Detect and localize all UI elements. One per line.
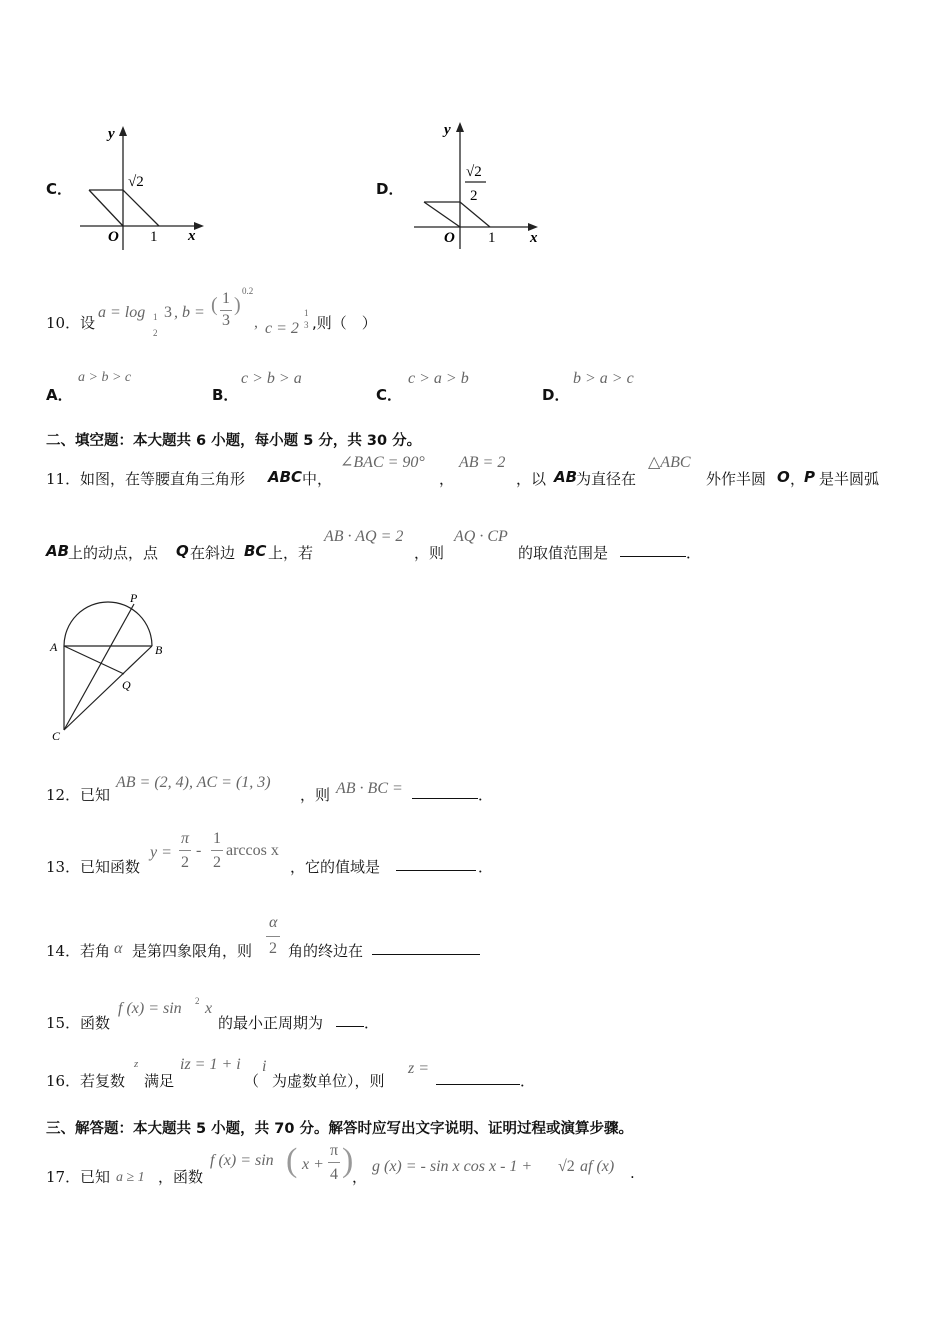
q17-xplus: x + — [302, 1156, 324, 1173]
q11-figure — [44, 588, 174, 748]
graph-line-upper — [424, 202, 490, 227]
q15-expr: f (x) = sin — [118, 1000, 182, 1017]
q10-c-expr: c = 2 — [265, 320, 299, 337]
q17-end: . — [630, 1164, 635, 1182]
q11-p7: 是半圆弧 — [819, 470, 880, 488]
q17-g: g (x) = - sin x cos x - 1 + — [372, 1158, 533, 1175]
x-label: x — [530, 230, 538, 246]
q11-q: Q — [176, 542, 189, 560]
q13-frac-bar-1 — [179, 850, 191, 851]
q16-lead: 若复数 — [80, 1072, 126, 1090]
q12-lead: 已知 — [80, 786, 111, 804]
q11-ab-bold: AB — [554, 468, 578, 486]
q15-end: ． — [364, 1014, 380, 1032]
question-14 — [46, 912, 646, 962]
q17-lead: 已知 — [80, 1168, 111, 1186]
q17-paren-close: ) — [342, 1142, 354, 1179]
q10-a-base-den: 2 — [153, 328, 158, 338]
q11-l2p4: ，则 — [414, 544, 445, 562]
q10-option-c-label[interactable]: C． — [376, 386, 403, 404]
q11-p6: ， — [790, 470, 806, 488]
q10-option-a-expr: a > b > c — [78, 370, 132, 385]
q11-l2p2: 在斜边 — [190, 544, 236, 562]
q10-option-b-label[interactable]: B． — [212, 386, 239, 404]
q10-tail: ,则（ ） — [312, 314, 377, 332]
y-axis-arrow — [456, 122, 464, 132]
q10-option-a-label[interactable]: A． — [46, 386, 73, 404]
q10-a-expr: a = log — [98, 304, 146, 321]
q10-option-d-label[interactable]: D． — [542, 386, 570, 404]
q14-frac-bar — [266, 936, 280, 937]
question-17 — [46, 1140, 746, 1190]
q12-end: ． — [478, 786, 494, 804]
q13-end: ． — [478, 858, 494, 876]
q10-options — [46, 370, 746, 402]
q11-l2p5: 的取值范围是 — [518, 544, 609, 562]
q17-frac-bar — [328, 1162, 340, 1163]
frac-den: 2 — [470, 188, 478, 204]
q11-p: P — [804, 468, 815, 486]
graph-line-lower — [424, 202, 460, 227]
x-label: x — [188, 228, 196, 244]
q12-mid: ，则 — [300, 786, 331, 804]
q11-p5: 外作半圆 — [706, 470, 767, 488]
q10-c-exp-num: 1 — [304, 308, 309, 318]
question-13 — [46, 830, 646, 878]
q11-angle: ∠BAC = 90° — [340, 454, 425, 471]
origin-label: O — [108, 229, 119, 245]
q15-answer-blank[interactable] — [336, 1012, 364, 1027]
q11-p3: ，以 — [516, 470, 547, 488]
point-q: Q — [122, 678, 131, 692]
y-axis-arrow — [119, 126, 127, 136]
q17-p1: ，函数 — [158, 1168, 204, 1186]
segment-aq — [64, 646, 124, 674]
q16-end: ． — [520, 1072, 536, 1090]
q11-ab: AB = 2 — [459, 454, 506, 471]
q14-den: 2 — [269, 940, 277, 957]
origin-label: O — [444, 230, 455, 246]
q17-cond: a ≥ 1 — [116, 1170, 145, 1185]
question-12 — [46, 770, 646, 804]
segment-cp — [64, 604, 134, 730]
option-d-graph — [414, 114, 549, 254]
q10-b-paren-open: ( — [211, 294, 218, 316]
y-label: y — [444, 122, 451, 138]
q15-lead: 函数 — [80, 1014, 111, 1032]
q11-comma: ， — [439, 470, 455, 488]
q14-p1: 是第四象限角，则 — [132, 942, 253, 960]
question-11-line2 — [46, 528, 746, 564]
tick-one: 1 — [488, 230, 496, 246]
q11-bc: BC — [244, 542, 267, 560]
graph-line-lower — [89, 190, 123, 226]
q11-end: ． — [686, 544, 702, 562]
q16-number: 16． — [46, 1072, 81, 1090]
q10-b-frac-bar — [220, 310, 232, 311]
q13-y: y = — [150, 844, 172, 861]
sqrt2-label: √2 — [128, 174, 144, 190]
q17-pi: π — [330, 1142, 339, 1159]
q11-answer-blank[interactable] — [620, 542, 686, 557]
q11-l2p3: 上，若 — [268, 544, 314, 562]
option-c-label: C． — [46, 180, 73, 198]
q17-p2: ， — [352, 1168, 368, 1186]
option-d-label: D． — [376, 180, 404, 198]
q16-paren-open: （ — [244, 1072, 260, 1090]
point-b: B — [155, 643, 163, 657]
point-p: P — [130, 591, 138, 605]
q13-number: 13． — [46, 858, 81, 876]
q15-x: x — [205, 1000, 213, 1017]
option-c-graph — [80, 120, 210, 255]
q12-number: 12． — [46, 786, 81, 804]
graph-line-upper — [89, 190, 159, 226]
q11-p2: 中， — [302, 470, 333, 488]
q15-number: 15． — [46, 1014, 81, 1032]
q16-i: i — [262, 1058, 267, 1075]
q11-abc: ABC — [268, 468, 303, 486]
section-2-title: 二、填空题：本大题共 6 小题，每小题 5 分，共 30 分。 — [46, 433, 422, 449]
q11-p4: 为直径在 — [576, 470, 637, 488]
q15-sup: 2 — [195, 996, 200, 1006]
q11-l2p1: 上的动点，点 — [68, 544, 159, 562]
q14-lead: 若角 — [80, 942, 111, 960]
question-16 — [46, 1054, 646, 1090]
q13-one: 1 — [213, 830, 221, 847]
q11-dot2: AQ · CP — [454, 528, 508, 545]
semicircle-arc — [64, 602, 152, 646]
q11-dot1: AB · AQ = 2 — [324, 528, 404, 545]
point-a: A — [50, 640, 58, 654]
q10-b-expr: , b = — [174, 304, 205, 321]
q13-frac-bar-2 — [211, 850, 223, 851]
q13-lead: 已知函数 — [80, 858, 141, 876]
q16-p2: 为虚数单位），则 — [272, 1072, 385, 1090]
q15-tail: 的最小正周期为 — [218, 1014, 324, 1032]
segment-bc — [64, 646, 152, 730]
q10-a-arg: 3 — [164, 304, 172, 321]
q16-p1: 满足 — [144, 1072, 175, 1090]
point-c: C — [52, 729, 61, 743]
q10-a-base-num: 1 — [153, 312, 158, 322]
q14-number: 14． — [46, 942, 81, 960]
q13-two2: 2 — [213, 854, 221, 871]
q13-pi: π — [181, 830, 190, 847]
q16-answer-blank[interactable] — [436, 1070, 520, 1085]
q17-af: af (x) — [580, 1158, 615, 1175]
q13-minus: - — [196, 842, 202, 859]
question-11-line1 — [46, 452, 906, 492]
q14-answer-blank[interactable] — [372, 940, 480, 955]
q10-b-paren-close: ) — [234, 294, 241, 316]
q11-number: 11． — [46, 470, 81, 488]
q12-expr: AB = (2, 4), AC = (1, 3) — [116, 774, 271, 791]
q10-option-c-expr: c > a > b — [408, 370, 469, 387]
q11-p1: 如图，在等腰直角三角形 — [80, 470, 246, 488]
q14-p2: 角的终边在 — [288, 942, 364, 960]
q10-lead: 设 — [80, 314, 96, 332]
q13-arccos: arccos x — [226, 842, 279, 859]
q12-ask: AB · BC = — [336, 780, 403, 797]
q17-f: f (x) = sin — [210, 1152, 274, 1169]
q14-alpha: α — [114, 940, 123, 957]
q16-ask: z = — [408, 1060, 430, 1077]
q13-two: 2 — [181, 854, 189, 871]
q17-paren-open: ( — [286, 1142, 298, 1179]
question-15 — [46, 994, 646, 1030]
q11-triangle: △ABC — [648, 454, 691, 471]
q14-num: α — [269, 914, 278, 931]
q10-comma: , — [254, 314, 258, 331]
q17-sqrt2: √2 — [558, 1158, 575, 1175]
q10-c-exp-den: 3 — [304, 320, 309, 330]
q16-eq: iz = 1 + i — [180, 1056, 241, 1073]
section-3-title: 三、解答题：本大题共 5 小题，共 70 分。解答时应写出文字说明、证明过程或演算步骤。 — [46, 1121, 633, 1137]
q10-option-b-expr: c > b > a — [241, 370, 302, 387]
q10-b-frac-num: 1 — [222, 290, 230, 307]
y-label: y — [108, 126, 115, 142]
q10-b-frac-den: 3 — [222, 312, 230, 329]
q11-o: O — [777, 468, 790, 486]
q17-four: 4 — [330, 1166, 338, 1183]
q16-z: z — [134, 1058, 139, 1070]
frac-num: √2 — [466, 164, 482, 180]
x-axis-arrow — [194, 222, 204, 230]
q10-number: 10． — [46, 314, 81, 332]
q13-answer-blank[interactable] — [396, 856, 476, 871]
q10-b-exp: 0.2 — [242, 286, 254, 296]
q10-option-d-expr: b > a > c — [573, 370, 634, 387]
q11-line2-ab: AB — [46, 542, 70, 560]
q13-tail: ，它的值域是 — [290, 858, 381, 876]
q12-answer-blank[interactable] — [412, 784, 478, 799]
q17-number: 17． — [46, 1168, 81, 1186]
tick-one: 1 — [150, 229, 158, 245]
